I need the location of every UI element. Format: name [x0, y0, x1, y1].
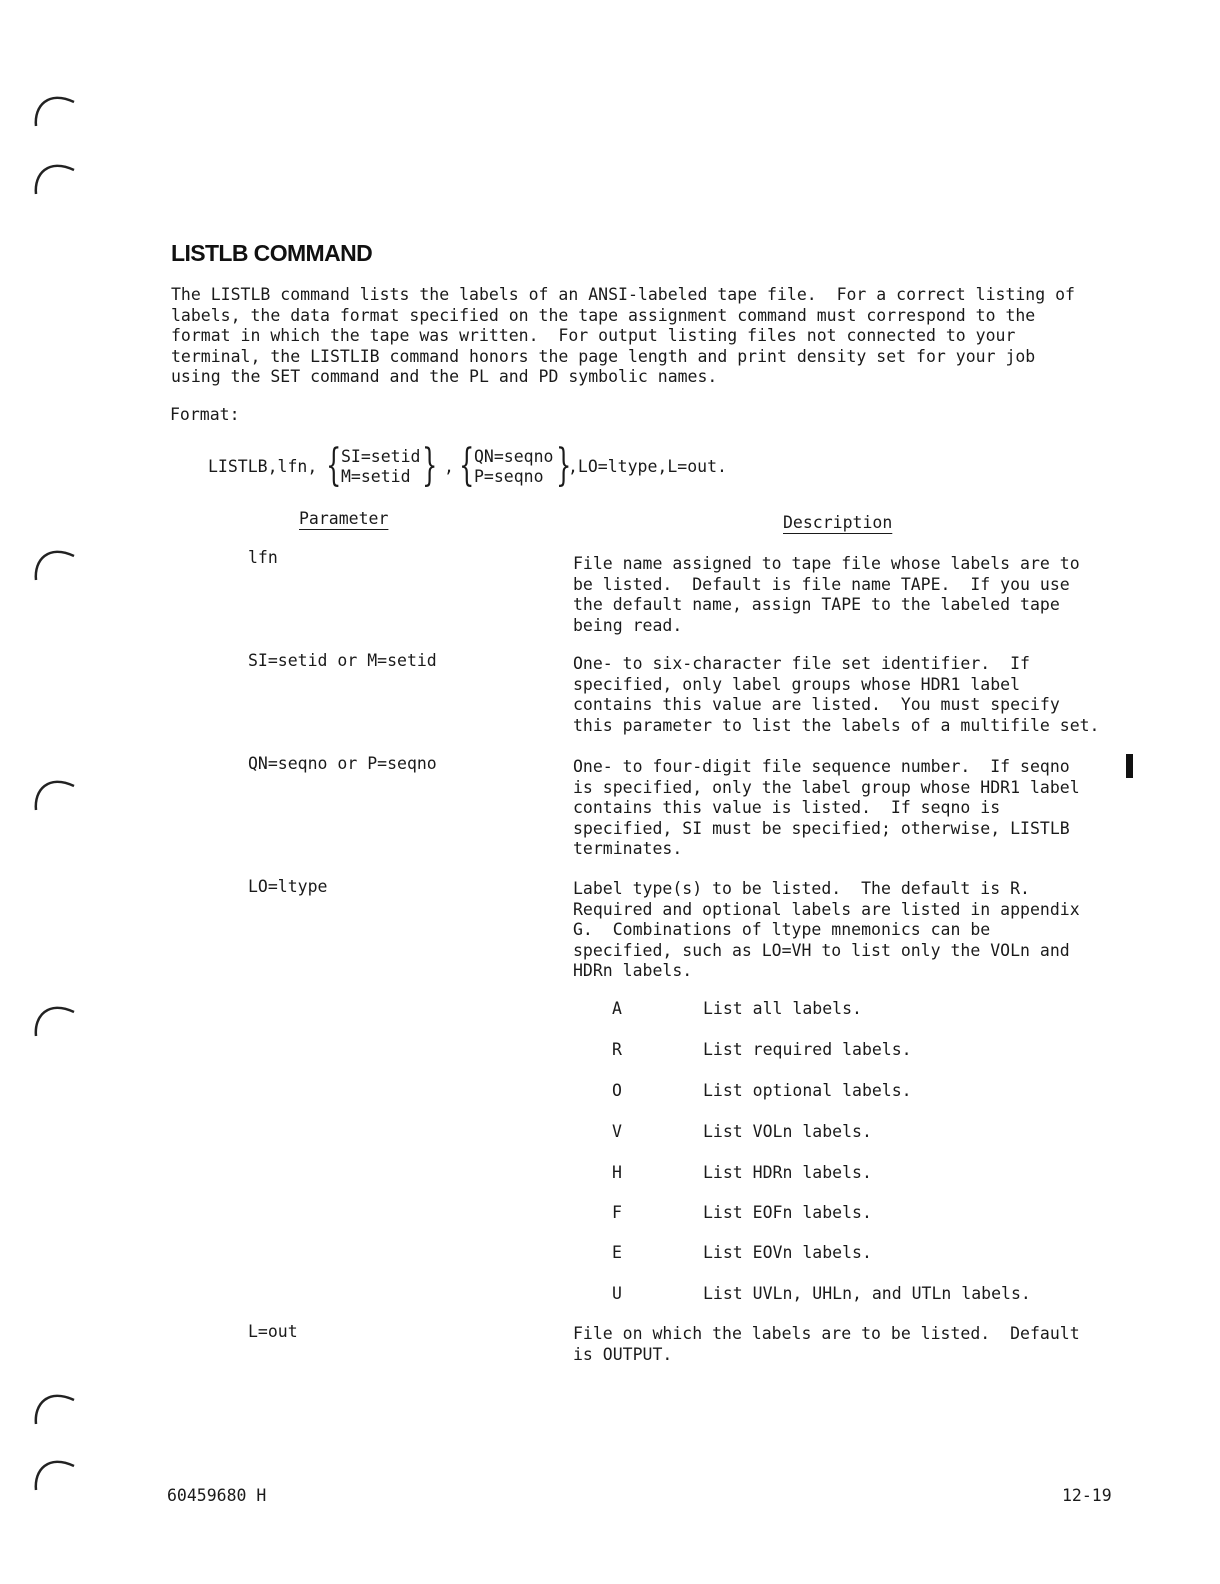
- command-syntax: [208, 440, 768, 494]
- page-number: 12-19: [1062, 1486, 1112, 1505]
- description-line: Label type(s) to be listed. The default is R.: [573, 879, 1030, 898]
- syntax-command: LISTLB,lfn,: [208, 457, 318, 476]
- binder-hole-icon: [30, 540, 78, 588]
- description-line: contains this value are listed. You must specify: [573, 695, 1060, 714]
- ltype-code-row: [612, 1284, 1112, 1306]
- ltype-code-row: [612, 999, 1112, 1021]
- ltype-meaning: List required labels.: [703, 1040, 912, 1059]
- description-line: is specified, only the label group whose HDR1 label: [573, 777, 1080, 797]
- description-line: specified, SI must be specified; otherwise, LISTLB: [573, 818, 1070, 838]
- intro-line: The LISTLB command lists the labels of an ANSI-labeled tape file. For a correct listing of: [171, 285, 1075, 304]
- description-line: the default name, assign TAPE to the labeled tape: [573, 595, 1060, 614]
- description-line: G. Combinations of ltype mnemonics can be: [573, 920, 991, 939]
- ltype-meaning: List UVLn, UHLn, and UTLn labels.: [703, 1284, 1031, 1303]
- description-line: Required and optional labels are listed in appendix: [573, 899, 1080, 919]
- ltype-code-row: [612, 1040, 1112, 1062]
- right-brace-icon: }: [422, 440, 438, 491]
- ltype-code: A: [612, 999, 622, 1018]
- document-number: 60459680 H: [167, 1486, 267, 1505]
- description-line: One- to six-character file set identifier. If: [573, 654, 1030, 673]
- binder-hole-icon: [30, 86, 78, 134]
- description-column-header: Description: [783, 513, 893, 532]
- ltype-code-row: [612, 1203, 1112, 1225]
- ltype-code-row: [612, 1122, 1112, 1144]
- format-label: Format:: [170, 405, 240, 424]
- parameter-description: [573, 879, 1133, 982]
- parameter-name: LO=ltype: [248, 877, 328, 896]
- description-line: specified, only label groups whose HDR1 label: [573, 674, 1021, 694]
- syntax-set-option: M=setid: [341, 467, 411, 486]
- parameter-description: [573, 554, 1133, 636]
- ltype-code: R: [612, 1040, 622, 1059]
- ltype-meaning: List optional labels.: [703, 1081, 912, 1100]
- syntax-tail: ,LO=ltype,L=out.: [568, 457, 727, 476]
- binder-hole-icon: [30, 154, 78, 202]
- description-line: File name assigned to tape file whose labels are to: [573, 554, 1080, 573]
- left-brace-icon: {: [326, 440, 342, 491]
- description-line: specified, such as LO=VH to list only the VOLn and: [573, 940, 1070, 960]
- parameter-name: lfn: [248, 548, 278, 567]
- parameter-description: [573, 654, 1133, 736]
- intro-line: using the SET command and the PL and PD symbolic names.: [171, 367, 718, 386]
- description-line: this parameter to list the labels of a multifile set.: [573, 715, 1100, 735]
- ltype-code: E: [612, 1243, 622, 1262]
- syntax-seq-option: QN=seqno: [474, 447, 554, 466]
- parameter-name: QN=seqno or P=seqno: [248, 754, 437, 773]
- syntax-seq-option: P=seqno: [474, 467, 544, 486]
- ltype-meaning: List EOFn labels.: [703, 1203, 872, 1222]
- description-line: contains this value is listed. If seqno is: [573, 798, 1001, 817]
- description-line: File on which the labels are to be listed. Default: [573, 1324, 1080, 1343]
- right-brace-icon: }: [556, 440, 572, 491]
- intro-line: terminal, the LISTLIB command honors the page length and print density set for your job: [171, 346, 1036, 366]
- parameter-description: [573, 757, 1133, 860]
- description-line: be listed. Default is file name TAPE. If you use: [573, 574, 1070, 594]
- intro-line: labels, the data format specified on the tape assignment command must correspond to the: [171, 305, 1036, 325]
- parameter-description: [573, 1324, 1133, 1365]
- syntax-set-option: SI=setid: [341, 447, 421, 466]
- ltype-code: V: [612, 1122, 622, 1141]
- syntax-separator: ,: [444, 457, 454, 476]
- intro-line: format in which the tape was written. For output listing files not connected to your: [171, 326, 1016, 345]
- ltype-code: O: [612, 1081, 622, 1100]
- binder-hole-icon: [30, 1450, 78, 1498]
- parameter-name: SI=setid or M=setid: [248, 651, 437, 670]
- description-line: is OUTPUT.: [573, 1344, 673, 1364]
- ltype-code-row: [612, 1243, 1112, 1265]
- binder-hole-icon: [30, 770, 78, 818]
- binder-hole-icon: [30, 996, 78, 1044]
- binder-hole-icon: [30, 1384, 78, 1432]
- ltype-meaning: List all labels.: [703, 999, 862, 1018]
- intro-paragraph: [171, 285, 1131, 388]
- revision-change-bar: [1126, 754, 1133, 778]
- description-line: being read.: [573, 615, 683, 635]
- ltype-code: H: [612, 1163, 622, 1182]
- ltype-code: U: [612, 1284, 622, 1303]
- ltype-code: F: [612, 1203, 622, 1222]
- parameter-column-header: Parameter: [299, 509, 389, 528]
- ltype-code-row: [612, 1163, 1112, 1185]
- description-line: terminates.: [573, 839, 683, 858]
- ltype-meaning: List VOLn labels.: [703, 1122, 872, 1141]
- parameter-name: L=out: [248, 1322, 298, 1341]
- ltype-meaning: List HDRn labels.: [703, 1163, 872, 1182]
- description-line: HDRn labels.: [573, 961, 693, 980]
- section-title: LISTLB COMMAND: [171, 240, 373, 266]
- ltype-code-row: [612, 1081, 1112, 1103]
- ltype-meaning: List EOVn labels.: [703, 1243, 872, 1262]
- left-brace-icon: {: [459, 440, 475, 491]
- description-line: One- to four-digit file sequence number. If seqno: [573, 757, 1070, 776]
